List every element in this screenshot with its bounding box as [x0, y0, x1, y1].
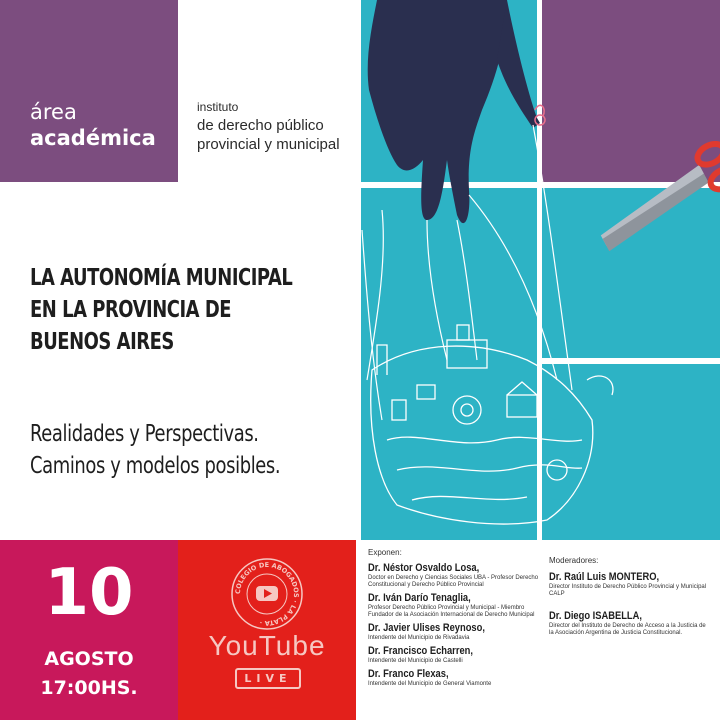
youtube-wordmark: YouTube: [208, 630, 326, 661]
speaker-name: Dr. Néstor Osvaldo Losa,: [368, 562, 480, 574]
teal-tile: [542, 188, 720, 358]
moderator-desc: Director del Instituto de Derecho de Acceso a la Justicia de: [549, 623, 706, 629]
speaker-desc: Intendente del Municipio de Rivadavia: [368, 635, 470, 641]
speaker-desc: Intendente del Municipio de Castelli: [368, 658, 463, 664]
moderator-name: Dr. Raúl Luis MONTERO,: [549, 571, 660, 583]
speaker-item: [368, 668, 548, 688]
title-line3: BUENOS AIRES: [30, 329, 174, 355]
subtitle-line2: Caminos y modelos posibles.: [30, 453, 281, 479]
speaker-name: Dr. Iván Darío Tenaglia,: [368, 592, 471, 604]
speaker-desc: Profesor Derecho Público Provincial y Municipal - Miembro: [368, 605, 525, 611]
speaker-desc: Constitucional y Derecho Público Provincial: [368, 582, 484, 588]
speaker-desc: Intendente del Municipio de General Viamonte: [368, 681, 492, 687]
date-month: AGOSTO: [44, 648, 134, 670]
speaker-desc: Fundador de la Asociación Internacional de Derecho Municipal: [368, 612, 535, 618]
area-academica-label: [30, 99, 156, 151]
moderator-item: [549, 610, 717, 637]
colegio-abogados-badge: [228, 555, 306, 633]
speaker-item: [368, 562, 548, 589]
moderator-desc: la Asociación Argentina de Justicia Constitucional.: [549, 630, 683, 636]
speaker-desc: Doctor en Derecho y Ciencias Sociales UBA - Profesor Derecho: [368, 575, 539, 581]
moderator-desc: CALP: [549, 591, 565, 597]
event-title: [30, 262, 293, 358]
instituto-line3: provincial y municipal: [197, 136, 340, 153]
subtitle-line1: Realidades y Perspectivas.: [30, 421, 259, 447]
speaker-item: [368, 645, 548, 665]
moderator-item: [549, 571, 717, 598]
purple-tile: [542, 0, 720, 182]
moderator-name: Dr. Diego ISABELLA,: [549, 610, 642, 622]
event-subtitle: [30, 418, 280, 482]
instituto-label: [197, 100, 340, 154]
instituto-line1: instituto: [197, 100, 239, 114]
date-day: 10: [44, 556, 134, 630]
live-badge: LIVE: [235, 668, 301, 689]
speaker-name: Dr. Javier Ulises Reynoso,: [368, 622, 485, 634]
area-academica-block: [0, 0, 178, 182]
exponen-heading: Exponen:: [368, 548, 402, 557]
exponen-list: [368, 548, 548, 688]
speaker-name: Dr. Franco Flexas,: [368, 668, 449, 680]
area-line1: área: [30, 100, 77, 124]
instituto-line2: de derecho público: [197, 117, 324, 134]
date-time: 17:00HS.: [40, 677, 138, 699]
puppet-hand-illustration: [357, 0, 720, 540]
speaker-item: [368, 592, 548, 619]
moderadores-heading: Moderadores:: [549, 556, 599, 565]
area-line2: académica: [30, 126, 156, 150]
title-line2: EN LA PROVINCIA DE: [30, 297, 232, 323]
moderator-desc: Director Instituto de Derecho Público Provincial y Municipal: [549, 584, 707, 590]
badge-ring-text: COLEGIO DE ABOGADOS · LA PLATA ·: [233, 560, 301, 628]
moderadores-list: [549, 556, 717, 637]
speaker-item: [368, 622, 548, 642]
title-line1: LA AUTONOMÍA MUNICIPAL: [30, 265, 293, 291]
speaker-name: Dr. Francisco Echarren,: [368, 645, 473, 657]
